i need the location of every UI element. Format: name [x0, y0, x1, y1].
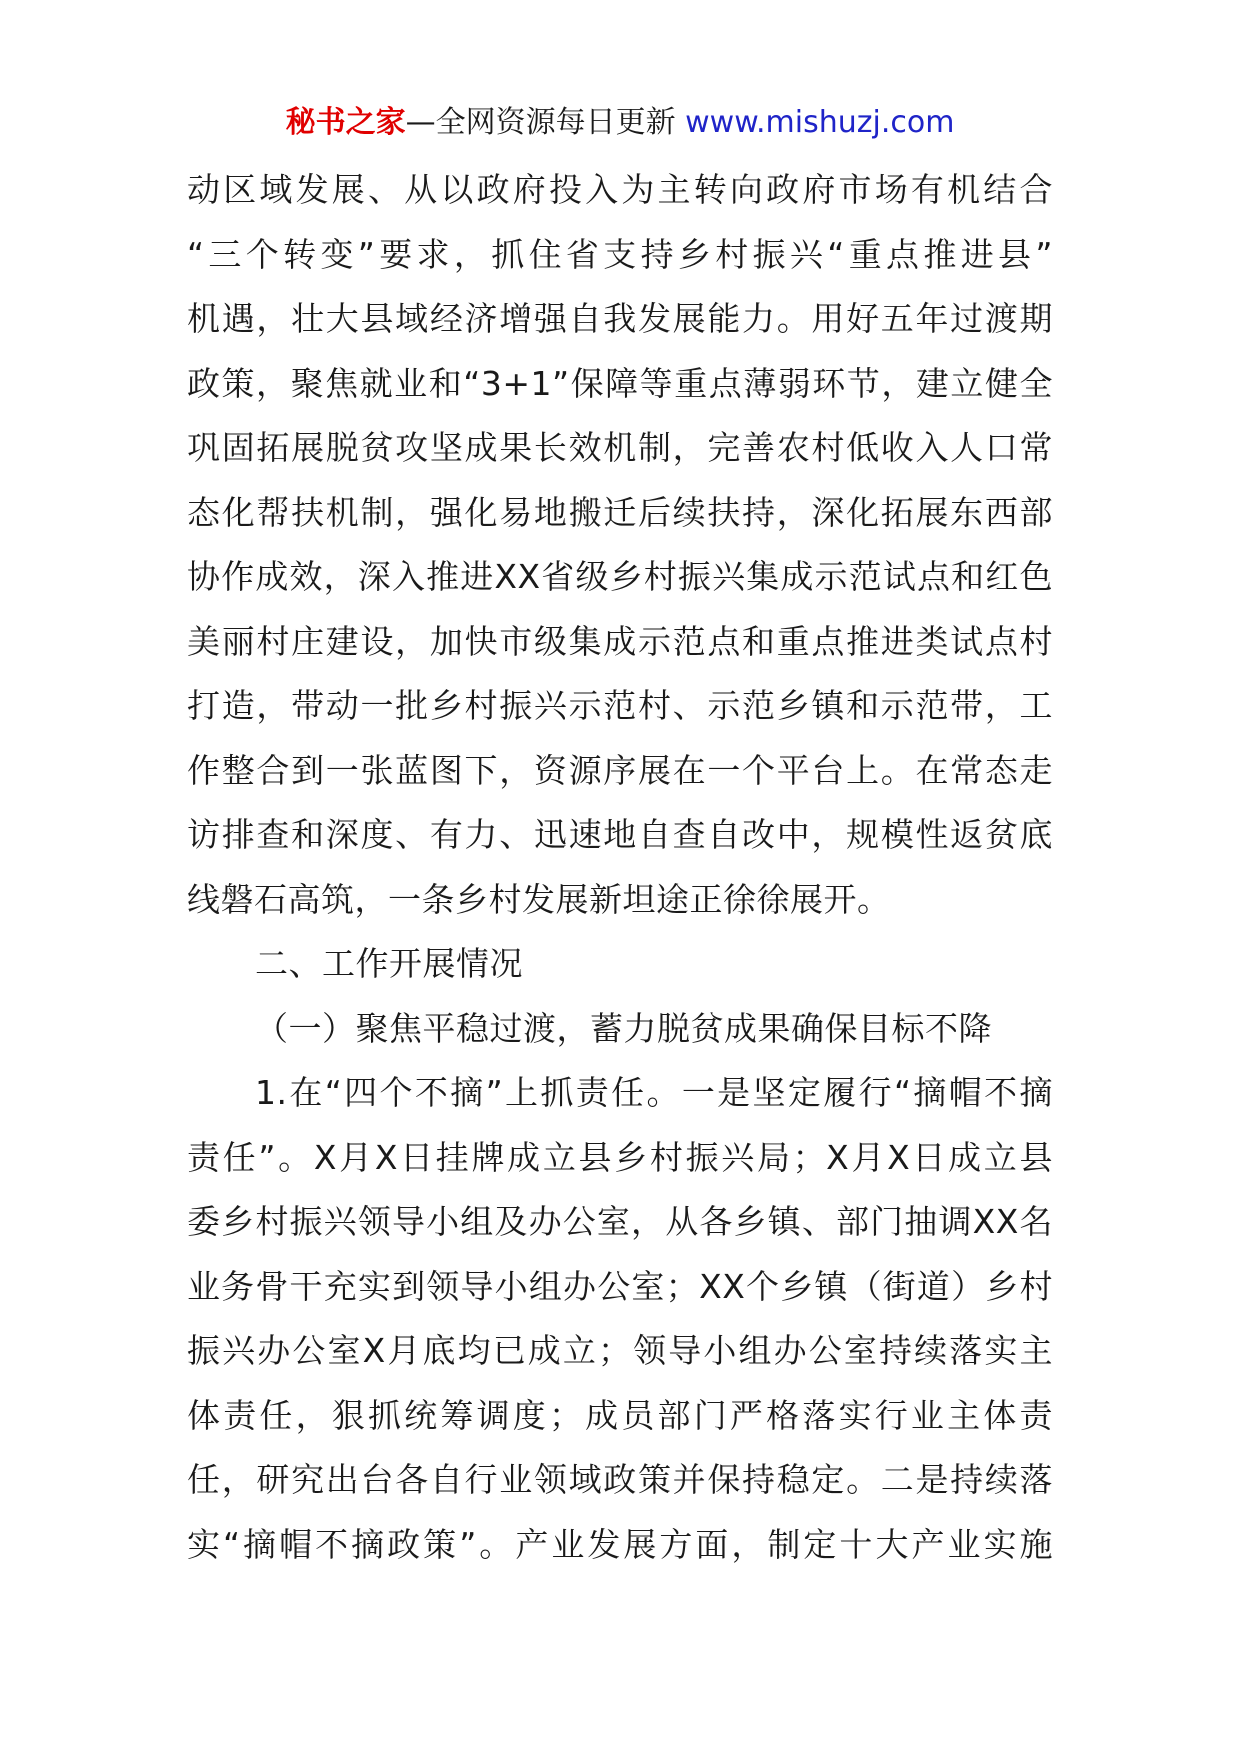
paragraph-line: 机遇，壮大县域经济增强自我发展能力。用好五年过渡期: [187, 299, 1053, 338]
paragraph-line: 打造，带动一批乡村振兴示范村、示范乡镇和示范带，工: [187, 686, 1053, 725]
site-header: [0, 100, 1240, 146]
site-url-link[interactable]: www.mishuzj.com: [685, 105, 955, 140]
paragraph-line: 业务骨干充实到领导小组办公室；XX个乡镇（街道）乡村: [187, 1266, 1053, 1306]
paragraph-line: 态化帮扶机制，强化易地搬迁后续扶持，深化拓展东西部: [187, 492, 1053, 532]
document-body: [187, 158, 1053, 1577]
section-heading: 二、工作开展情况: [255, 944, 523, 983]
paragraph-line: 责任”。X月X日挂牌成立县乡村振兴局；X月X日成立县: [187, 1137, 1053, 1177]
brand-name: 秘书之家: [285, 105, 406, 140]
paragraph-line: “三个转变”要求，抓住省支持乡村振兴“重点推进县”: [187, 234, 1053, 274]
paragraph-line: 任，研究出台各自行业领域政策并保持稳定。二是持续落: [187, 1460, 1053, 1499]
paragraph-line: 1.在“四个不摘”上抓责任。一是坚定履行“摘帽不摘: [255, 1073, 1053, 1112]
paragraph-line: 巩固拓展脱贫攻坚成果长效机制，完善农村低收入人口常: [187, 428, 1053, 467]
paragraph-line: 政策，聚焦就业和“3+1”保障等重点薄弱环节，建立健全: [187, 363, 1053, 403]
paragraph-line: 线磐石高筑，一条乡村发展新坦途正徐徐展开。: [187, 879, 891, 919]
paragraph-line: 美丽村庄建设，加快市级集成示范点和重点推进类试点村: [187, 621, 1053, 661]
paragraph-line: 振兴办公室X月底均已成立；领导小组办公室持续落实主: [187, 1331, 1053, 1370]
paragraph-line: 实“摘帽不摘政策”。产业发展方面，制定十大产业实施: [187, 1524, 1053, 1564]
header-tagline: —全网资源每日更新: [405, 105, 686, 140]
paragraph-line: 访排查和深度、有力、迅速地自查自改中，规模性返贫底: [187, 815, 1053, 854]
subsection-heading: （一）聚焦平稳过渡，蓄力脱贫成果确保目标不降: [255, 1008, 992, 1048]
paragraph-line: 委乡村振兴领导小组及办公室，从各乡镇、部门抽调XX名: [187, 1202, 1053, 1241]
paragraph-line: 协作成效，深入推进XX省级乡村振兴集成示范试点和红色: [187, 557, 1053, 596]
paragraph-line: 动区域发展、从以政府投入为主转向政府市场有机结合: [187, 170, 1053, 209]
paragraph-line: 作整合到一张蓝图下，资源序展在一个平台上。在常态走: [187, 750, 1053, 790]
paragraph-line: 体责任，狠抓统筹调度；成员部门严格落实行业主体责: [187, 1395, 1053, 1435]
